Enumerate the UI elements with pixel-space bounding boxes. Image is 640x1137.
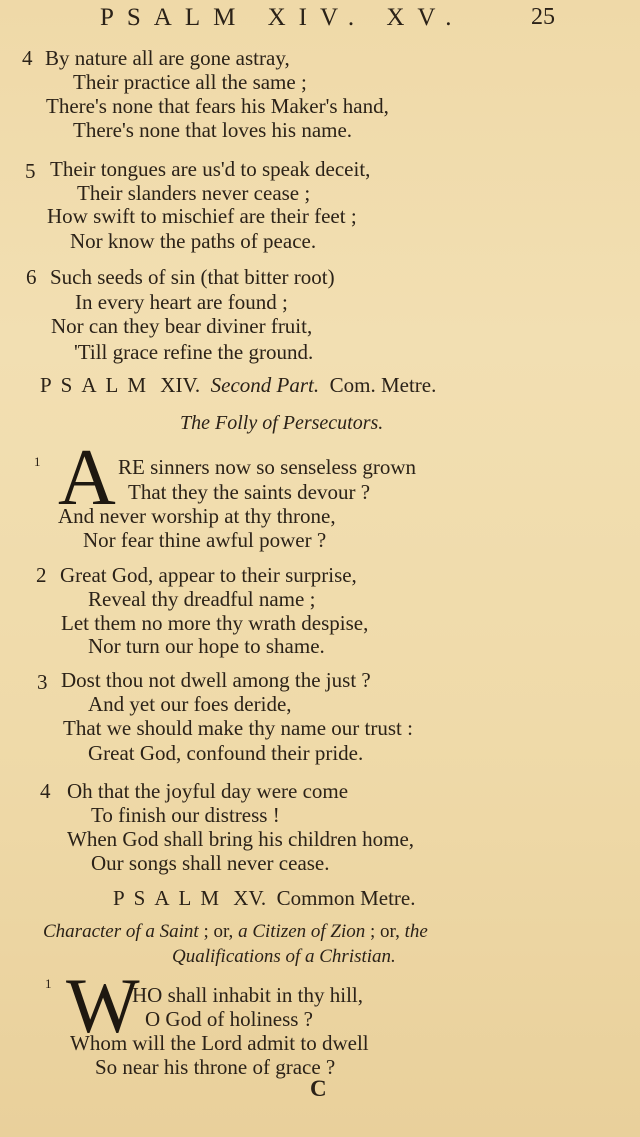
verse-line: Nor know the paths of peace. [70, 229, 317, 253]
verse-line: Nor fear thine awful power ? [83, 528, 327, 552]
section-heading [40, 373, 436, 397]
signature-mark: C [310, 1076, 327, 1101]
section-subtitle: The Folly of Persecutors. [180, 412, 384, 434]
verse-line: That we should make thy name our trust : [63, 716, 413, 740]
verse-line: How swift to mischief are their feet ; [47, 204, 357, 228]
verse-line: There's none that fears his Maker's hand, [46, 94, 389, 118]
subtitle-part: Character of a Saint [43, 921, 199, 942]
subtitle-part: a Citizen of Zion [238, 921, 366, 942]
section-heading [113, 886, 415, 910]
page-header [0, 4, 640, 34]
verse-line: Oh that the joyful day were come [67, 779, 349, 803]
verse-line: Their practice all the same ; [73, 70, 307, 94]
verse-line: Dost thou not dwell among the just ? [61, 668, 371, 692]
verse-number: 4 [40, 779, 51, 803]
verse-number: 2 [36, 563, 47, 587]
verse-line: HO shall inhabit in thy hill, [132, 983, 363, 1007]
verse-line: Their tongues are us'd to speak deceit, [50, 157, 371, 181]
verse-line: Let them no more thy wrath despise, [61, 611, 369, 635]
verse-line: Nor can they bear diviner fruit, [51, 314, 313, 338]
page-number: 25 [531, 4, 555, 30]
verse-line: That they the saints devour ? [128, 480, 371, 504]
verse-line: In every heart are found ; [75, 290, 288, 314]
subtitle-part: the [404, 921, 428, 942]
verse-line: Our songs shall never cease. [91, 851, 330, 875]
verse-line: To finish our distress ! [91, 803, 280, 827]
verse-number: 1 [34, 454, 41, 469]
heading-psalm: PSALM [40, 373, 156, 397]
verse-line: Their slanders never cease ; [77, 181, 311, 205]
verse-number: 1 [45, 976, 52, 991]
verse-line: O God of holiness ? [145, 1007, 313, 1031]
running-title: PSALM XIV. XV. [100, 4, 465, 31]
verse-line: So near his throne of grace ? [95, 1055, 336, 1079]
drop-cap: W [66, 962, 140, 1049]
section-subtitle: Qualifications of a Christian. [172, 946, 396, 967]
subtitle-part: ; or, [203, 921, 234, 942]
subtitle-part: ; or, [370, 921, 400, 942]
verse-line: And never worship at thy throne, [58, 504, 336, 528]
verse-line: And yet our foes deride, [88, 692, 292, 716]
heading-metre: Com. Metre. [329, 373, 437, 397]
verse-line: Great God, appear to their surprise, [60, 563, 357, 587]
verse-line: Whom will the Lord admit to dwell [70, 1031, 369, 1055]
heading-psalm: PSALM [113, 886, 229, 910]
verse-number: 4 [22, 46, 33, 70]
drop-cap: A [58, 434, 116, 522]
heading-part: Second Part. [210, 373, 320, 397]
verse-number: 6 [26, 265, 37, 289]
verse-line: Such seeds of sin (that bitter root) [50, 265, 335, 289]
verse-line: 'Till grace refine the ground. [74, 340, 314, 364]
heading-number: XV. [233, 886, 267, 910]
section-subtitle [43, 920, 428, 944]
verse-line: Nor turn our hope to shame. [88, 634, 325, 658]
verse-line: Reveal thy dreadful name ; [88, 587, 316, 611]
verse-line: RE sinners now so senseless grown [118, 455, 417, 479]
verse-line: There's none that loves his name. [73, 118, 353, 142]
verse-number: 3 [37, 670, 48, 694]
verse-line: By nature all are gone astray, [45, 46, 290, 70]
verse-line: When God shall bring his children home, [67, 827, 415, 851]
heading-metre: Common Metre. [276, 886, 416, 910]
verse-number: 5 [25, 159, 36, 183]
verse-line: Great God, confound their pride. [88, 741, 364, 765]
heading-number: XIV. [160, 373, 201, 397]
